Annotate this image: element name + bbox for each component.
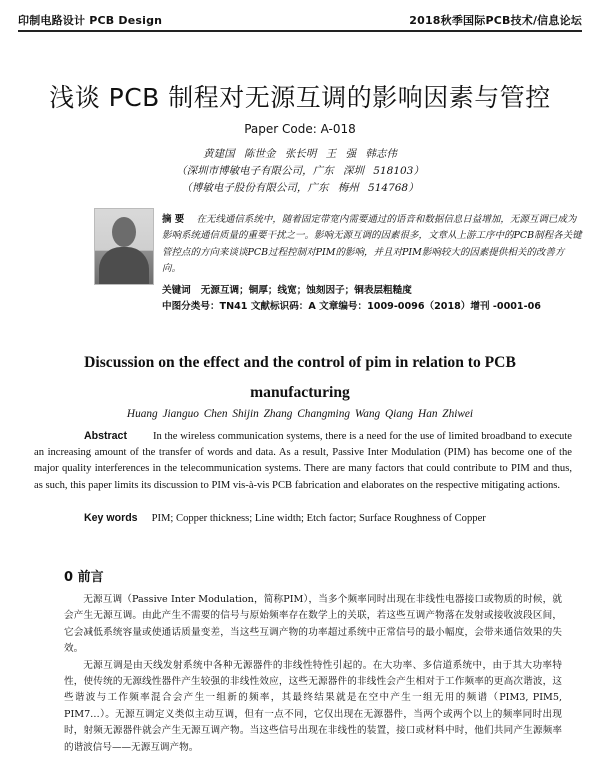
keywords-cn-label: 关键词 [162, 285, 191, 296]
header-right: 2018秋季国际PCB技术/信息论坛 [409, 14, 582, 27]
abstract-en-label: Abstract [84, 430, 127, 442]
abstract-cn-label: 摘 要 [162, 214, 185, 225]
body-paragraph-2: 无源互调是由天线发射系统中各种无源器件的非线性特性引起的。在大功率、多信道系统中，由于其大功率特性，使传统的无源线性器件产生较强的非线性效应，这些无源器件的非线性会产生相对于工作频率的更高次谐波，这些谐波与工作频率混合会产生一组新的频率，其最终结果就是在空中产生一组无用的频谱（PIM3, PIM5, PIM7…）。无源互调定义类似主动互调，但有一点不同，它仅出现在无源器件，当两个或两个以上的频率同时出现时，射频无源器件就会产生无源互调产物。当这些信号出现在非线性的装置，接口或材料中时，他们共同产生源频率的谐波信号——无源互调产物。 [64, 659, 562, 753]
authors-chinese [0, 146, 600, 197]
keywords-en-label: Key words [84, 512, 138, 524]
affiliation-2: （博敏电子股份有限公司，广东 梅州 514768） [181, 182, 419, 194]
paper-code: Paper Code: A-018 [244, 122, 356, 136]
abstract-english [34, 428, 572, 494]
abstract-en-text: In the wireless communication systems, there is a need for the use of limited broadband to execute an increasing amount of the transfer of words and data. As a result, Passive Inter Modulation (PIM) has become one of the major quality interferences in the telecommunication systems. There are many factors that could contribute to PIM and thus, as such, this paper limits its discussion to PIM vis-à-vis PCB fabrication and elaborates on the respective mitigating actions. [34, 431, 572, 491]
paper-title-english: Discussion on the effect and the control of pim in relation to PCB manufacturing [84, 354, 516, 401]
author-photo [94, 208, 154, 285]
header-left: 印制电路设计 PCB Design [18, 14, 163, 27]
section-heading-introduction: 0 前言 [64, 570, 104, 585]
paper-title-chinese: 浅谈 PCB 制程对无源互调的影响因素与管控 [49, 83, 551, 112]
abstract-chinese [162, 212, 582, 278]
keywords-cn-text: 无源互调；铜厚；线宽；蚀刻因子；铜表层粗糙度 [200, 285, 412, 296]
author-names-cn: 黄建国 陈世金 张长明 王 强 韩志伟 [203, 148, 397, 160]
affiliation-1: （深圳市博敏电子有限公司，广东 深圳 518103） [176, 165, 424, 177]
running-header [18, 12, 582, 32]
keywords-en-text: PIM; Copper thickness; Line width; Etch factor; Surface Roughness of Copper [151, 513, 486, 524]
body-text [64, 592, 562, 756]
authors-english: Huang Jianguo Chen Shijin Zhang Changming Wang Qiang Han Zhiwei [126, 408, 474, 420]
keywords-english [84, 512, 584, 524]
body-paragraph-1: 无源互调（Passive Inter Modulation，简称PIM），当多个频率同时出现在非线性电器接口或物质的时候，就会产生无源互调。由此产生不需要的信号与原始频率存在数学上的关联，若这些互调产物落在发射或接收波段区间，它会减低系统容量或使通话质量变差，当这些互调产物的功率超过系统中正常信号的最小幅度，会带来通信效果的失效。 [64, 594, 562, 655]
classification-line: 中图分类号：TN41 文献标识码：A 文章编号：1009-0096（2018）增刊 -0001-06 [162, 301, 541, 312]
abstract-cn-text: 在无线通信系统中，随着固定带宽内需要通过的语音和数据信息日益增加，无源互调已成为影响系统通信质量的重要干扰之一。影响无源互调的因素很多，文章从上游工序中的PCB制程各关键管控点的方向来谈谈PCB过程控制对PIM的影响，并且对PIM影响较大的因素提供相关的改善方向。 [162, 214, 582, 275]
keywords-chinese [162, 283, 592, 315]
